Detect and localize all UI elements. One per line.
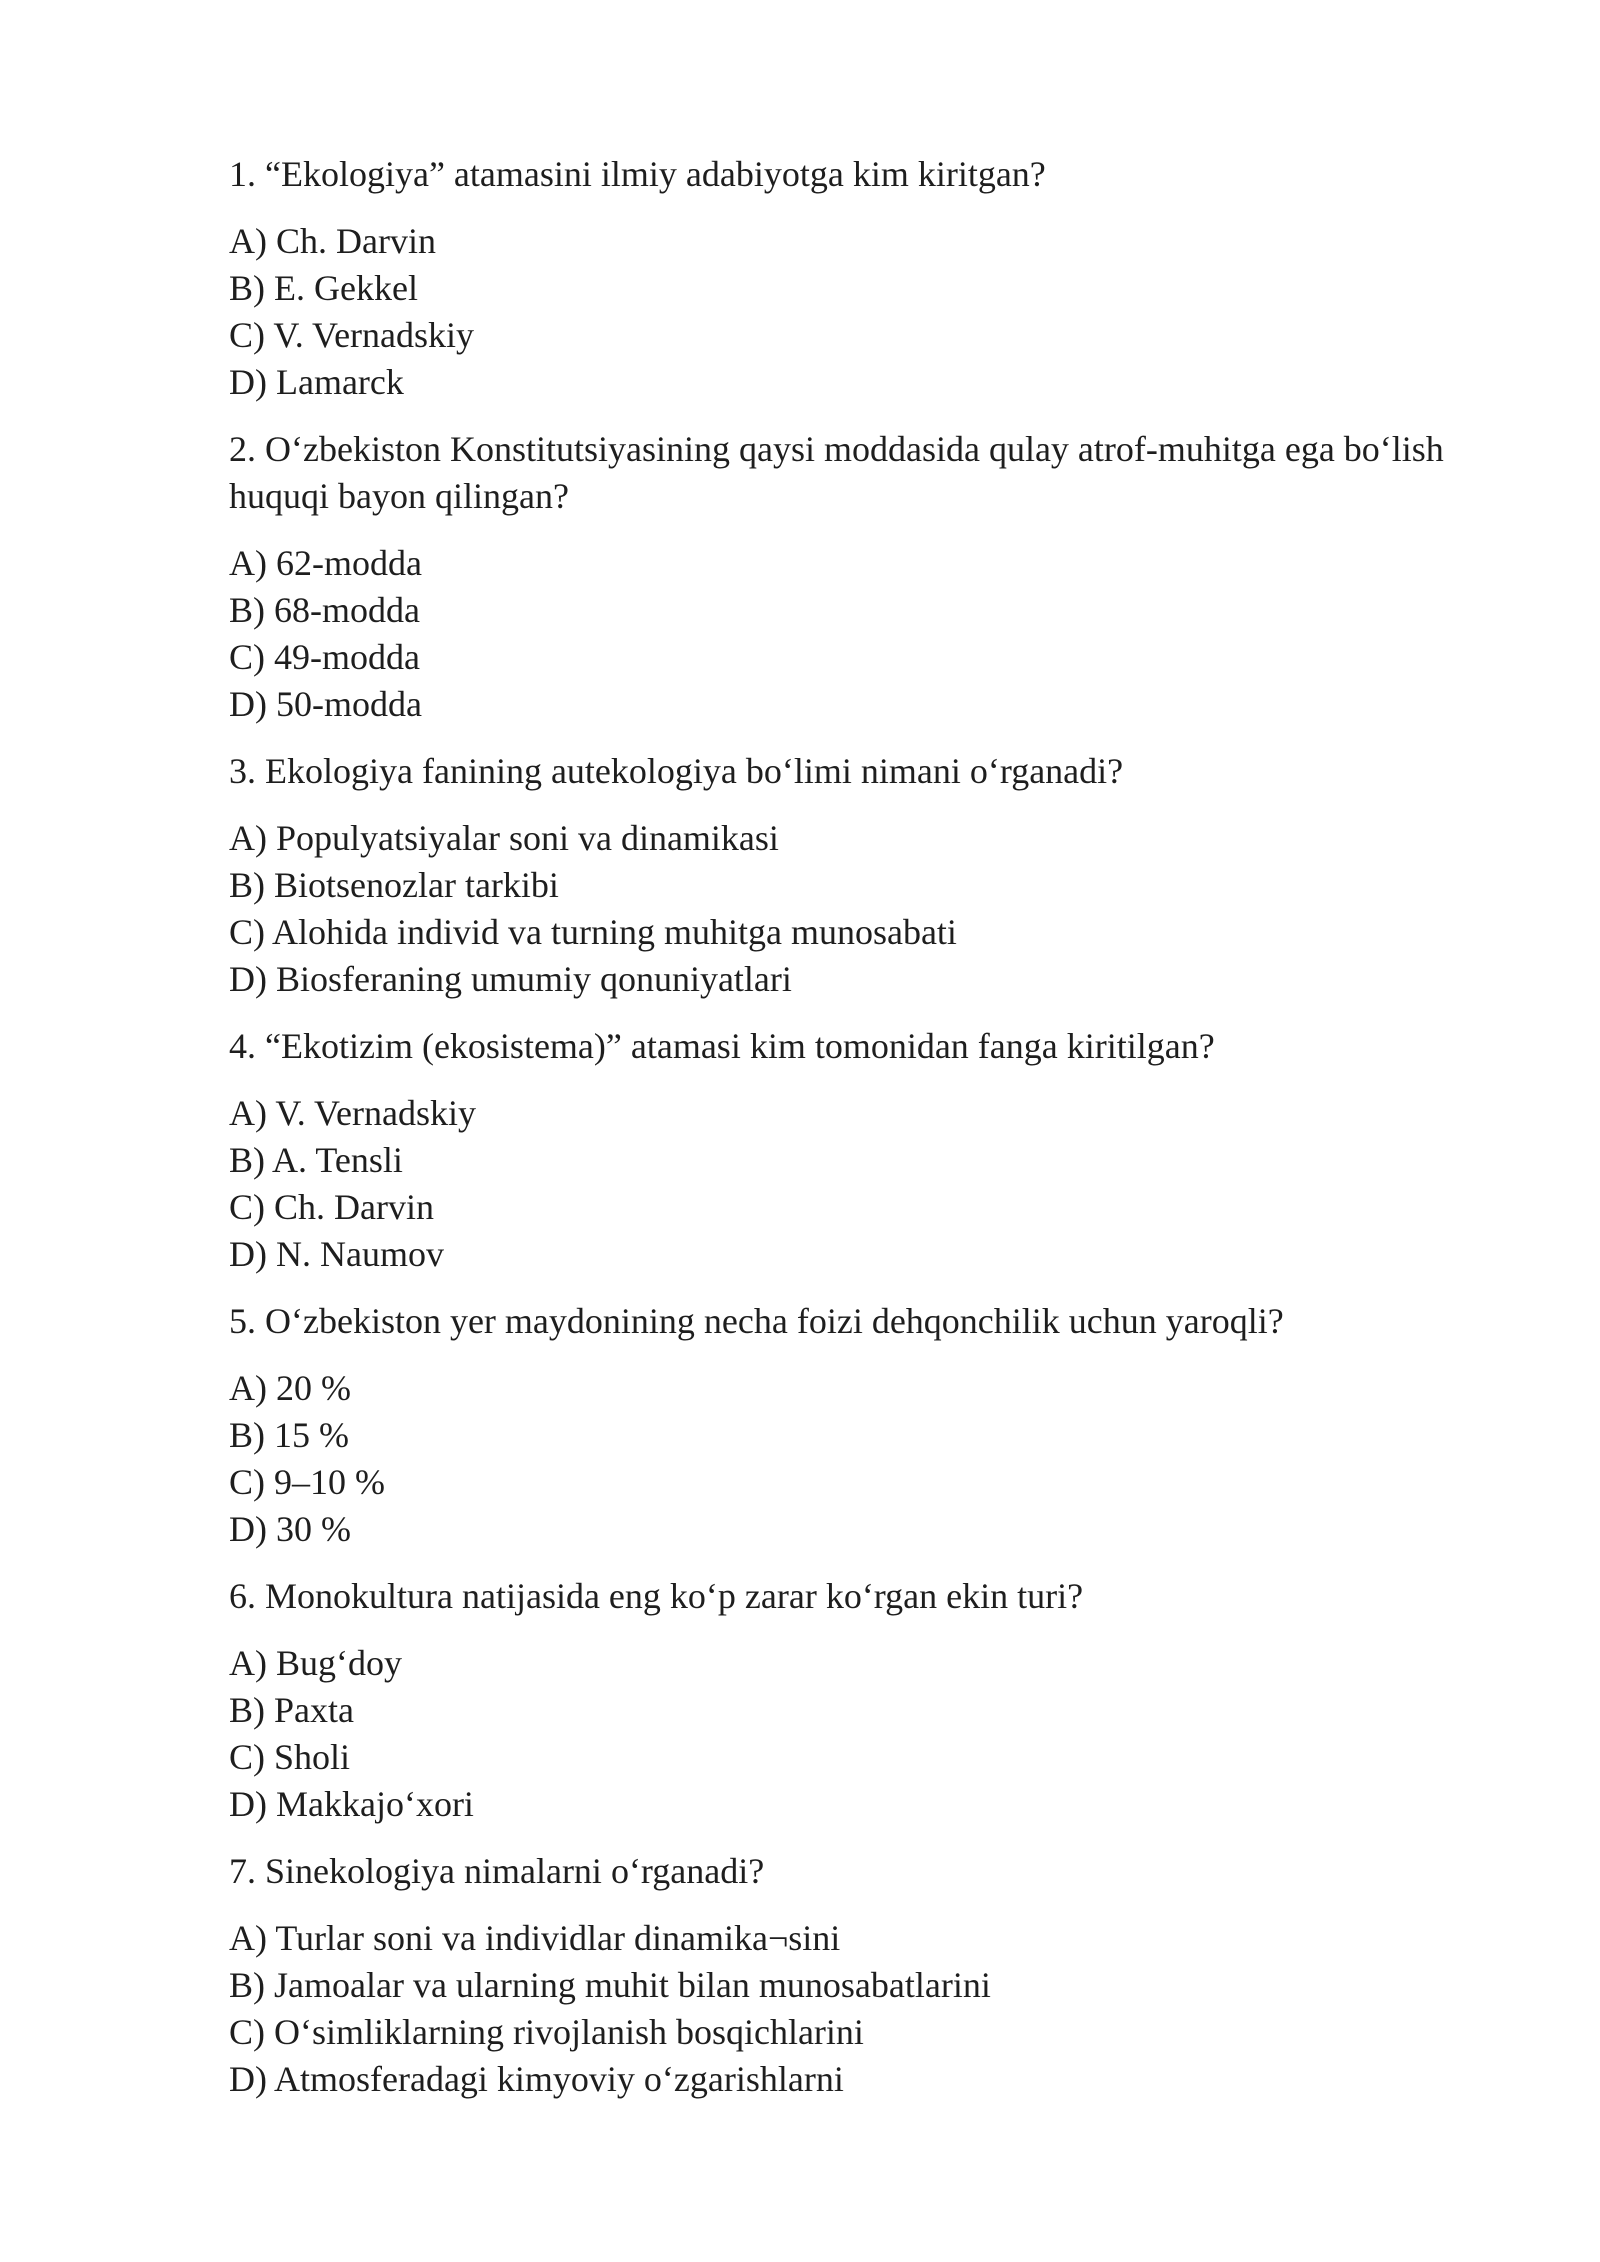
answer-option-d: D) 50-modda <box>229 684 422 724</box>
answer-options <box>229 1090 1529 1278</box>
answer-option-a: A) 20 % <box>229 1368 351 1408</box>
question-text: 7. Sinekologiya nimalarni o‘rganadi? <box>229 1851 765 1891</box>
answer-option-d: D) Makkajo‘xori <box>229 1784 474 1824</box>
answer-option-a: A) Bug‘doy <box>229 1643 402 1683</box>
answer-option-b: B) 15 % <box>229 1415 349 1455</box>
answer-option-d: D) N. Naumov <box>229 1234 444 1274</box>
question-block-6 <box>229 1573 1529 1828</box>
answer-options <box>229 1365 1529 1553</box>
answer-options <box>229 1915 1529 2103</box>
question-text: 2. O‘zbekiston Konstitutsiyasining qaysi moddasida qulay atrof-muhitga ega bo‘lish huquqi bayon qilingan? <box>229 429 1444 516</box>
question-text: 4. “Ekotizim (ekosistema)” atamasi kim tomonidan fanga kiritilgan? <box>229 1026 1215 1066</box>
answer-option-a: A) Ch. Darvin <box>229 221 436 261</box>
answer-option-c: C) O‘simliklarning rivojlanish bosqichlarini <box>229 2012 864 2052</box>
question-block-2 <box>229 426 1529 728</box>
answer-option-c: C) V. Vernadskiy <box>229 315 475 355</box>
question-block-5 <box>229 1298 1529 1553</box>
answer-option-d: D) Lamarck <box>229 362 404 402</box>
answer-option-c: C) Alohida individ va turning muhitga munosabati <box>229 912 957 952</box>
answer-option-a: A) Turlar soni va individlar dinamika¬sini <box>229 1918 841 1958</box>
answer-options <box>229 218 1529 406</box>
question-text: 5. O‘zbekiston yer maydonining necha foizi dehqonchilik uchun yaroqli? <box>229 1301 1284 1341</box>
answer-option-b: B) A. Tensli <box>229 1140 403 1180</box>
answer-options <box>229 815 1529 1003</box>
question-text: 1. “Ekologiya” atamasini ilmiy adabiyotga kim kiritgan? <box>229 154 1046 194</box>
answer-option-b: B) Paxta <box>229 1690 354 1730</box>
answer-option-d: D) 30 % <box>229 1509 351 1549</box>
answer-option-a: A) 62-modda <box>229 543 422 583</box>
question-text: 3. Ekologiya fanining autekologiya bo‘limi nimani o‘rganadi? <box>229 751 1124 791</box>
answer-option-b: B) E. Gekkel <box>229 268 418 308</box>
question-block-1 <box>229 151 1529 406</box>
answer-option-b: B) Biotsenozlar tarkibi <box>229 865 559 905</box>
question-block-4 <box>229 1023 1529 1278</box>
question-block-7 <box>229 1848 1529 2103</box>
answer-option-c: C) 49-modda <box>229 637 420 677</box>
answer-option-c: C) Ch. Darvin <box>229 1187 434 1227</box>
answer-options <box>229 540 1529 728</box>
answer-option-d: D) Biosferaning umumiy qonuniyatlari <box>229 959 792 999</box>
answer-option-a: A) V. Vernadskiy <box>229 1093 477 1133</box>
answer-options <box>229 1640 1529 1828</box>
answer-option-a: A) Populyatsiyalar soni va dinamikasi <box>229 818 779 858</box>
answer-option-c: C) 9–10 % <box>229 1462 385 1502</box>
answer-option-d: D) Atmosferadagi kimyoviy o‘zgarishlarni <box>229 2059 844 2099</box>
question-text: 6. Monokultura natijasida eng ko‘p zarar ko‘rgan ekin turi? <box>229 1576 1084 1616</box>
question-block-3 <box>229 748 1529 1003</box>
question-list <box>229 151 1529 2103</box>
answer-option-b: B) Jamoalar va ularning muhit bilan munosabatlarini <box>229 1965 991 2005</box>
answer-option-c: C) Sholi <box>229 1737 351 1777</box>
answer-option-b: B) 68-modda <box>229 590 420 630</box>
